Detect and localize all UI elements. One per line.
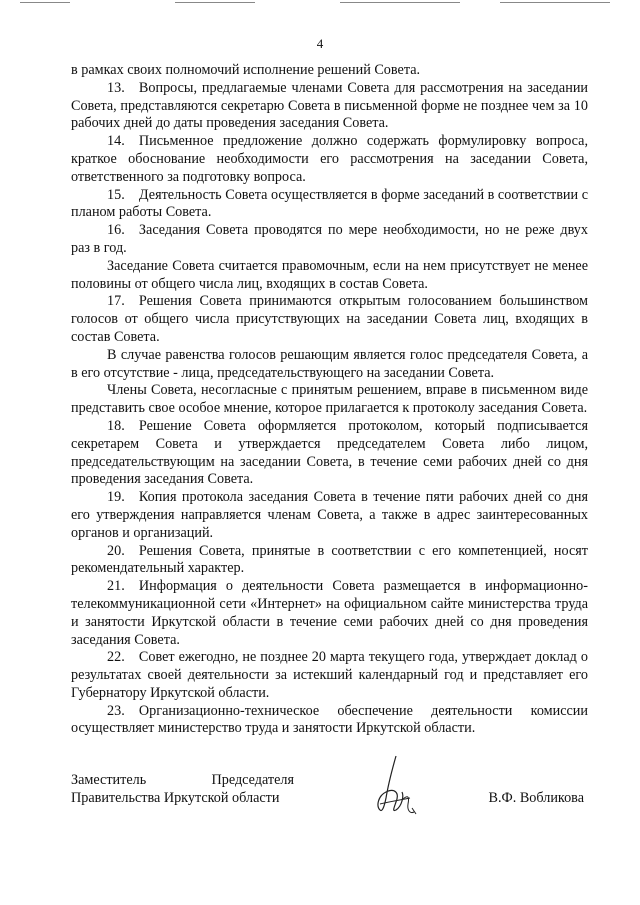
handwritten-signature: [366, 752, 426, 822]
document-paragraph: В случае равенства голосов решающим является голос председателя Совета, а в его отсутствие - лица, председательствующего на заседании Совета.: [71, 346, 588, 381]
document-paragraph: 14. Письменное предложение должно содержать формулировку вопроса, краткое обоснование необходимости его рассмотрения на заседании Совета, ответственного за подготовку вопроса.: [71, 133, 588, 185]
page-number: 4: [316, 36, 324, 51]
scan-artifact-line: [500, 2, 610, 3]
signatory-title-line1: [71, 772, 294, 790]
signatory-title-word2: Председателя: [211, 772, 294, 788]
signatory-name: В.Ф. Вобликова: [488, 789, 584, 806]
signatory-title-line2: Правительства Иркутской области: [71, 789, 280, 806]
document-paragraph: 15. Деятельность Совета осуществляется в форме заседаний в соответствии с планом работы Совета.: [71, 186, 588, 221]
document-paragraph: 18. Решение Совета оформляется протоколом, который подписывается секретарем Совета и утверждается председателем Совета либо лицом, председательствующим на заседании Совета, в течение семи рабочих дней со дня проведения заседания Совета.: [71, 417, 588, 488]
document-paragraph: 20. Решения Совета, принятые в соответствии с его компетенцией, носят рекомендательный характер.: [71, 542, 588, 577]
scan-artifact-line: [175, 2, 255, 3]
scan-artifact-line: [340, 2, 460, 3]
document-body: [71, 62, 588, 738]
document-paragraph: 19. Копия протокола заседания Совета в течение пяти рабочих дней со дня его утверждения направляется членам Совета, а также в адрес заинтересованных органов и организаций.: [71, 489, 588, 541]
document-paragraph: 23. Организационно-техническое обеспечение деятельности комиссии осуществляет министерство труда и занятости Иркутской области.: [71, 702, 588, 737]
document-paragraph: 21. Информация о деятельности Совета размещается в информационно-телекоммуникационной сети «Интернет» на официальном сайте министерства труда и занятости Иркутской области в течение семи рабочих дней со дня проведения заседания Совета.: [71, 578, 588, 648]
signatory-title-word1: Заместитель: [71, 772, 147, 788]
document-paragraph: 16. Заседания Совета проводятся по мере необходимости, но не реже двух раз в год.: [71, 222, 588, 256]
document-paragraph: Члены Совета, несогласные с принятым решением, вправе в письменном виде представить свое особое мнение, которое прилагается к протоколу заседания Совета.: [71, 382, 588, 417]
document-paragraph: 22. Совет ежегодно, не позднее 20 марта текущего года, утверждает доклад о результатах своей деятельности за истекший календарный год и представляет его Губернатору Иркутской области.: [71, 649, 588, 701]
scan-artifact-line: [20, 2, 70, 3]
document-paragraph: 17. Решения Совета принимаются открытым голосованием большинством голосов от общего числа присутствующих на заседании Совета лиц, входящих в состав Совета.: [71, 293, 588, 345]
document-paragraph: 13. Вопросы, предлагаемые членами Совета для рассмотрения на заседании Совета, представляются секретарю Совета в письменной форме не позднее чем за 10 рабочих дней до даты проведения заседания Совета.: [71, 79, 588, 132]
signature-block: [71, 772, 588, 808]
document-paragraph: Заседание Совета считается правомочным, если на нем присутствует не менее половины от общего числа лиц, входящих в состав Совета.: [71, 257, 588, 292]
document-paragraph: в рамках своих полномочий исполнение решений Совета.: [71, 62, 421, 78]
